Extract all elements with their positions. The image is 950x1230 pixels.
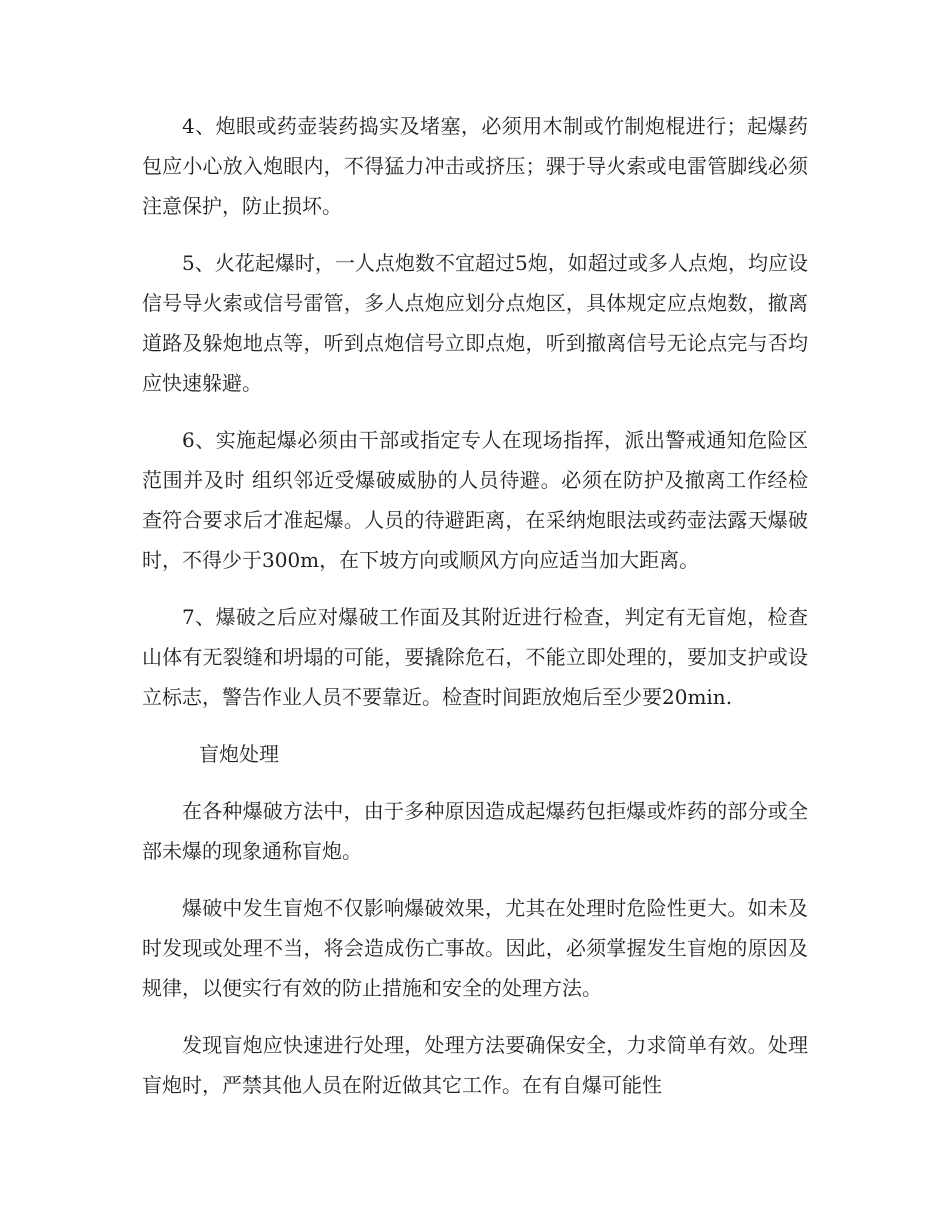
paragraph-item-4: 4、炮眼或药壶装药捣实及堵塞，必须用木制或竹制炮棍进行；起爆药包应小心放入炮眼内，不得猛力冲击或挤压；骒于导火索或电雷管脚线必须注意保护，防止损坏。 — [142, 114, 808, 218]
document-body — [142, 106, 808, 1122]
section-paragraph-definition: 在各种爆破方法中，由于多种原因造成起爆药包拒爆或炸药的部分或全部未爆的现象通称盲炮。 — [142, 799, 808, 863]
section-heading-blind-shot: 盲炮处理 — [199, 742, 279, 766]
paragraph-item-7: 7、爆破之后应对爆破工作面及其附近进行检查，判定有无盲炮，检查山体有无裂缝和坍塌的可能，要撬除危石，不能立即处理的，要加支护或设立标志，警告作业人员不要靠近。检查时间距放炮后至少要20min. — [142, 605, 808, 709]
section-paragraph-risk: 爆破中发生盲炮不仅影响爆破效果，尤其在处理时危险性更大。如未及时发现或处理不当，将会造成伤亡事故。因此，必须掌握发生盲炮的原因及规律，以便实行有效的防止措施和安全的处理方法。 — [142, 896, 808, 1000]
section-paragraph-handling: 发现盲炮应快速进行处理，处理方法要确保安全，力求简单有效。处理盲炮时，严禁其他人员在附近做其它工作。在有自爆可能性 — [142, 1033, 808, 1097]
paragraph-item-5: 5、火花起爆时，一人点炮数不宜超过5炮，如超过或多人点炮，均应设信号导火索或信号雷管，多人点炮应划分点炮区，具体规定应点炮数，撤离道路及躲炮地点等，听到点炮信号立即点炮，听到撤离信号无论点完与否均应快速躲避。 — [142, 251, 808, 395]
paragraph-item-6: 6、实施起爆必须由干部或指定专人在现场指挥，派出警戒通知危险区范围并及时 组织邻近受爆破威胁的人员待避。必须在防护及撤离工作经检查符合要求后才准起爆。人员的待避距离，在采纳炮眼法或药壶法露天爆破时，不得少于300m，在下坡方向或顺风方向应适当加大距离。 — [142, 428, 808, 572]
